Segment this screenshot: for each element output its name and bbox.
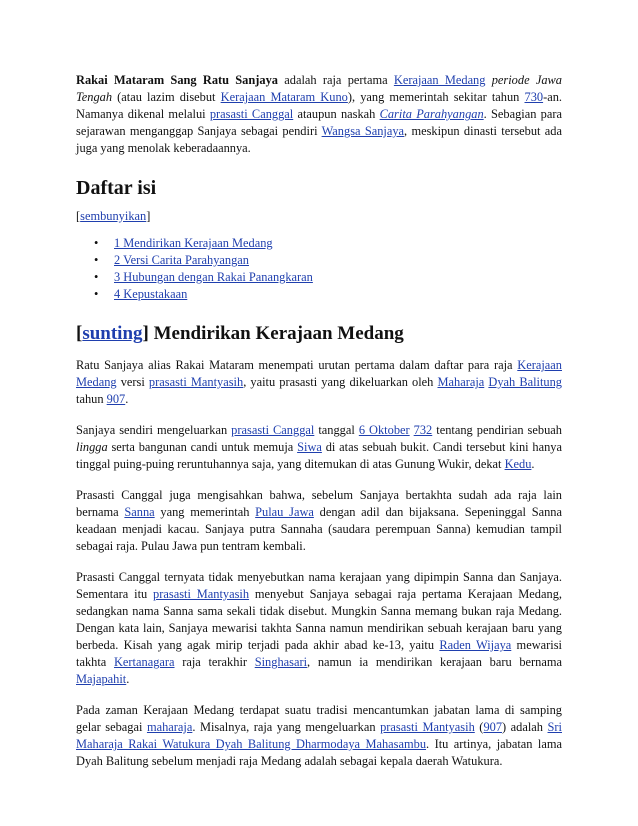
text: tentang pendirian sebuah (432, 423, 562, 437)
link-prasasti-canggal-2[interactable]: prasasti Canggal (231, 423, 315, 437)
text: adalah raja pertama (278, 73, 394, 87)
link-pulau-jawa[interactable]: Pulau Jawa (255, 505, 314, 519)
text: versi (116, 375, 149, 389)
link-wangsa-sanjaya[interactable]: Wangsa Sanjaya (321, 124, 405, 138)
link-prasasti-canggal[interactable]: prasasti Canggal (209, 107, 294, 121)
toc-link-versi-carita[interactable]: 2 Versi Carita Parahyangan (114, 253, 249, 267)
link-siwa[interactable]: Siwa (297, 440, 322, 454)
toc-link-kepustakaan[interactable]: 4 Kepustakaan (114, 287, 188, 301)
text: menyebut Sanjaya sebagai raja pertama Kerajaan Medang, sedangkan nama Sanna sama sekali tidak disebut. Mungkin Sanna memang bukan raja Medang. Dengan kata lain, Sanjaya mewarisi takhta Sanna namun mendirikan sebuah kerajaan baru yang berbeda. Kisah yang agak mirip terjadi pada akhir abad ke-13, yaitu (76, 587, 562, 652)
text: tanggal (314, 423, 359, 437)
paragraph-5 (76, 702, 562, 770)
link-maharaja[interactable]: Maharaja (437, 375, 485, 389)
toc-title: Daftar isi (76, 177, 157, 199)
link-730[interactable]: 730 (524, 90, 544, 104)
text: yang memerintah (154, 505, 256, 519)
link-carita-parahyangan[interactable]: Carita Parahyangan (379, 107, 484, 121)
text: serta bangunan candi untuk memuja (107, 440, 298, 454)
paragraph-4 (76, 569, 562, 688)
text: dengan adil dan bijaksana. Sepeninggal Sanna keadaan menjadi kacau. Sanjaya putra Sannaha (saudara perempuan Sanna) kemudian tampil sebagai raja. Pulau Jawa pun tentram kembali. (76, 505, 562, 553)
paragraph-3 (76, 487, 562, 555)
link-kerajaan-medang-2[interactable]: Kerajaan Medang (76, 358, 562, 389)
section-title: Mendirikan Kerajaan Medang (148, 323, 404, 344)
link-raden-wijaya[interactable]: Raden Wijaya (439, 638, 512, 652)
section-heading (76, 323, 562, 345)
toc-item (114, 286, 562, 303)
text: . Itu artinya, jabatan lama Dyah Balitung sebelum menjadi raja Medang adalah sebagai kepala daerah Watukura. (76, 737, 563, 768)
link-kertanagara[interactable]: Kertanagara (113, 655, 175, 669)
toc-item (114, 235, 562, 252)
text: , namun ia mendirikan kerajaan baru bernama (307, 655, 563, 669)
toc-toggle (76, 208, 562, 225)
link-kerajaan-medang[interactable]: Kerajaan Medang (393, 73, 486, 87)
text: -an. Namanya dikenal melalui (76, 90, 563, 121)
link-kedu[interactable]: Kedu (504, 457, 532, 471)
paragraph-1 (76, 357, 562, 408)
text: ) adalah (502, 720, 548, 734)
text: Sanjaya sendiri mengeluarkan (76, 423, 232, 437)
text-italic: lingga (76, 440, 108, 454)
bracket: [ (76, 323, 83, 344)
link-kerajaan-mataram-kuno[interactable]: Kerajaan Mataram Kuno (220, 90, 348, 104)
link-singhasari[interactable]: Singhasari (254, 655, 308, 669)
link-907-2[interactable]: 907 (483, 720, 503, 734)
link-prasasti-mantyasih[interactable]: prasasti Mantyasih (148, 375, 244, 389)
bracket: ] (142, 323, 149, 344)
link-6-oktober[interactable]: 6 Oktober (358, 423, 410, 437)
toc-item (114, 269, 562, 286)
toc-list (76, 235, 562, 303)
text: ataupun naskah (293, 107, 380, 121)
paragraph-2 (76, 422, 562, 473)
text: raja terakhir (174, 655, 255, 669)
link-732[interactable]: 732 (413, 423, 433, 437)
toc-link-mendirikan[interactable]: 1 Mendirikan Kerajaan Medang (114, 236, 273, 250)
text: . (125, 392, 129, 406)
text: mewarisi takhta (76, 638, 562, 669)
text: Prasasti Canggal juga mengisahkan bahwa, sebelum Sanjaya bertakhta sudah ada raja lain bernama (76, 488, 562, 519)
toc-item (114, 252, 562, 269)
intro-paragraph (76, 72, 562, 157)
text: . (531, 457, 535, 471)
text: ), yang memerintah sekitar tahun (347, 90, 525, 104)
text: di atas sebuah bukit. Candi tersebut kini hanya tinggal puing-puing reruntuhannya saja, yang ditemukan di atas Gunung Wukir, dekat (76, 440, 562, 471)
link-maharaja-2[interactable]: maharaja (146, 720, 193, 734)
bracket: [ (76, 209, 81, 223)
bracket: ] (146, 209, 151, 223)
text: . Sebagian para sejarawan menganggap Sanjaya sebagai pendiri (76, 107, 562, 138)
link-majapahit[interactable]: Majapahit (76, 672, 127, 686)
text: , yaitu prasasti yang dikeluarkan oleh (243, 375, 438, 389)
text: Prasasti Canggal ternyata tidak menyebutkan nama kerajaan yang dipimpin Sanna dan Sanjaya. Sementara itu (76, 570, 562, 601)
edit-section-link[interactable]: sunting (82, 323, 143, 344)
article-subject: Rakai Mataram Sang Ratu Sanjaya (76, 73, 278, 87)
text-italic: periode Jawa Tengah (76, 73, 562, 104)
link-907[interactable]: 907 (106, 392, 126, 406)
text: . (126, 672, 130, 686)
text: Pada zaman Kerajaan Medang terdapat suatu tradisi mencantumkan jabatan lama di samping gelar sebagai (76, 703, 562, 734)
link-sri-maharaja-watukura[interactable]: Sri Maharaja Rakai Watukura Dyah Balitung Dharmodaya Mahasambu (76, 720, 562, 751)
text: Ratu Sanjaya alias Rakai Mataram menempati urutan pertama dalam daftar para raja (76, 358, 518, 372)
toc-hide-link[interactable]: sembunyikan (80, 209, 147, 223)
text: , meskipun dinasti tersebut ada juga yang menolak keberadaannya. (76, 124, 562, 155)
text: tahun (76, 392, 107, 406)
text: ( (474, 720, 484, 734)
link-prasasti-mantyasih-3[interactable]: prasasti Mantyasih (380, 720, 475, 734)
toc-link-hubungan[interactable]: 3 Hubungan dengan Rakai Panangkaran (114, 270, 313, 284)
link-sanna[interactable]: Sanna (124, 505, 155, 519)
text: (atau lazim disebut (112, 90, 221, 104)
text: . Misalnya, raja yang mengeluarkan (192, 720, 381, 734)
link-dyah-balitung[interactable]: Dyah Balitung (488, 375, 562, 389)
link-prasasti-mantyasih-2[interactable]: prasasti Mantyasih (153, 587, 250, 601)
